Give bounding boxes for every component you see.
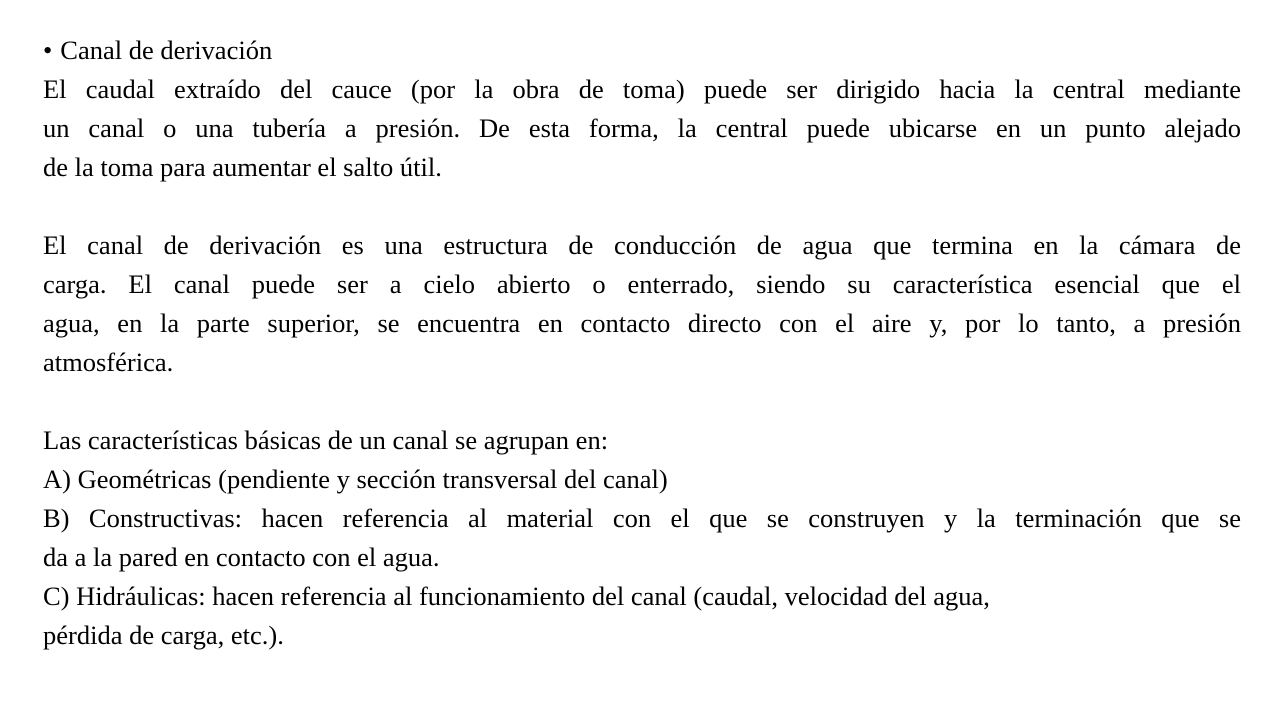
paragraph-line: El caudal extraído del cauce (por la obra de toma) puede ser dirigido hacia la central mediante <box>43 74 1241 104</box>
paragraph-1 <box>43 70 1241 187</box>
list-item-b: B) Constructivas: hacen referencia al material con el que se construyen y la terminación que se <box>43 503 1241 533</box>
paragraph-line: agua, en la parte superior, se encuentra en contacto directo con el aire y, por lo tanto, a presión <box>43 308 1241 338</box>
document-body <box>43 31 1241 655</box>
paragraph-spacer <box>43 382 1241 421</box>
list-item-a: A) Geométricas (pendiente y sección transversal del canal) <box>43 464 668 494</box>
paragraph-line: de la toma para aumentar el salto útil. <box>43 152 442 182</box>
paragraph-spacer <box>43 187 1241 226</box>
paragraph-line: un canal o una tubería a presión. De esta forma, la central puede ubicarse en un punto alejado <box>43 113 1241 143</box>
paragraph-line: atmosférica. <box>43 347 174 377</box>
list-item-c-continued: pérdida de carga, etc.). <box>43 620 284 650</box>
bullet-icon: • <box>43 35 53 65</box>
list-item-c: C) Hidráulicas: hacen referencia al funcionamiento del canal (caudal, velocidad del agua, <box>43 581 990 611</box>
list-intro: Las características básicas de un canal se agrupan en: <box>43 425 609 455</box>
paragraph-line: carga. El canal puede ser a cielo abierto o enterrado, siendo su característica esencial que el <box>43 269 1241 299</box>
paragraph-line: El canal de derivación es una estructura de conducción de agua que termina en la cámara de <box>43 230 1241 260</box>
section-heading <box>43 31 1241 70</box>
list-item-b-continued: da a la pared en contacto con el agua. <box>43 542 440 572</box>
paragraph-2 <box>43 226 1241 382</box>
section-title: Canal de derivación <box>60 35 273 65</box>
paragraph-3 <box>43 421 1241 655</box>
